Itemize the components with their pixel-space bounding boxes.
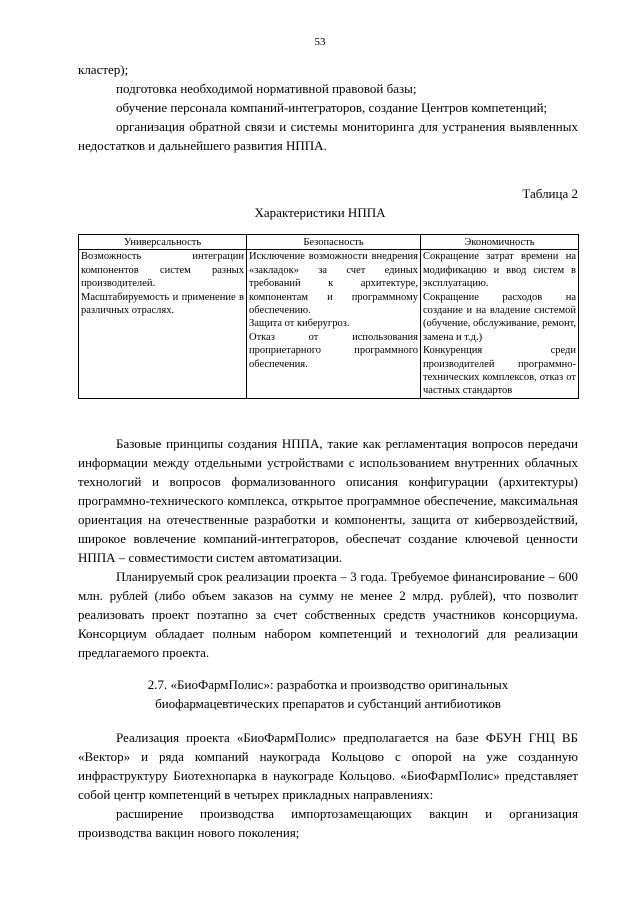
table-header-cell: Универсальность: [79, 235, 247, 250]
paragraph: кластер);: [78, 62, 129, 77]
bottom-text-block: [78, 728, 578, 842]
middle-text-block: [78, 434, 578, 662]
paragraph: Реализация проекта «БиоФармПолис» предполагается на базе ФБУН ГНЦ ВБ «Вектор» и ряда компаний наукограда Кольцово с опорой на уже созданную инфраструктуру Биотехнопарка в наукограде Кольцово. «БиоФармПолис» представляет собой центр компетенций в четырех прикладных направлениях:: [78, 730, 578, 802]
top-text-block: [78, 60, 578, 155]
table-cell-economy: [421, 250, 579, 398]
table-cell-security: [247, 250, 421, 398]
cell-paragraph: Масштабируемость и применение в различных отраслях.: [81, 291, 244, 317]
page-number: 53: [314, 36, 326, 48]
paragraph: подготовка необходимой нормативной правовой базы;: [116, 81, 417, 96]
characteristics-table: [78, 234, 579, 399]
section-heading-line: 2.7. «БиоФармПолис»: разработка и производство оригинальных: [147, 677, 509, 692]
table-header-row: [79, 235, 579, 250]
cell-paragraph: Конкуренция среди производителей программно-технических комплексов, отказ от частных стандартов: [423, 345, 576, 397]
paragraph: Планируемый срок реализации проекта – 3 года. Требуемое финансирование – 600 млн. рублей (либо объем заказов на сумму не менее 2 млрд. рублей), что позволит реализовать проект поэтапно за счет собственных средств участников консорциума. Консорциум обладает полным набором компетенций и технологий для реализации предлагаемого проекта.: [78, 569, 578, 660]
cell-paragraph: Сокращение затрат времени на модификацию и ввод систем в эксплуатацию.: [423, 251, 576, 290]
table-title: Характеристики НППА: [254, 205, 386, 220]
table-cell-universality: [79, 250, 247, 398]
paragraph: Базовые принципы создания НППА, такие как регламентация вопросов передачи информации между отдельными устройствами с использованием внутренних облачных технологий и вопросов формализованного описания конфигурации (архитектуры) программно-технического комплекса, открытое программное обеспечение, максимальная ориентация на отечественные разработки и компоненты, защита от кибервоздействий, широкое вовлечение компаний-интеграторов, обеспечат создание ключевой ценности НППА – совместимости систем автоматизации.: [78, 436, 578, 565]
section-heading-line: биофармацевтических препаратов и субстанций антибиотиков: [155, 696, 501, 711]
table-header-cell: Безопасность: [247, 235, 421, 250]
section-heading: [78, 675, 578, 713]
cell-paragraph: Отказ от использования проприетарного программного обеспечения.: [249, 331, 418, 370]
table-label: Таблица 2: [522, 186, 578, 201]
table-row: [79, 250, 579, 398]
table-header-cell: Экономичность: [421, 235, 579, 250]
paragraph: расширение производства импортозамещающих вакцин и организация производства вакцин нового поколения;: [78, 806, 578, 840]
paragraph: обучение персонала компаний-интеграторов, создание Центров компетенций;: [116, 100, 548, 115]
cell-paragraph: Возможность интеграции компонентов систем разных производителей.: [81, 251, 244, 290]
paragraph: организация обратной связи и системы мониторинга для устранения выявленных недостатков и дальнейшего развития НППА.: [78, 119, 578, 153]
cell-paragraph: Исключение возможности внедрения «закладок» за счет единых требований к архитектуре, компонентам и программному обеспечению.: [249, 251, 418, 317]
cell-paragraph: Защита от киберугроз.: [249, 318, 350, 330]
cell-paragraph: Сокращение расходов на создание и на владение системой (обучение, обслуживание, ремонт, замена и т.д.): [423, 291, 576, 343]
